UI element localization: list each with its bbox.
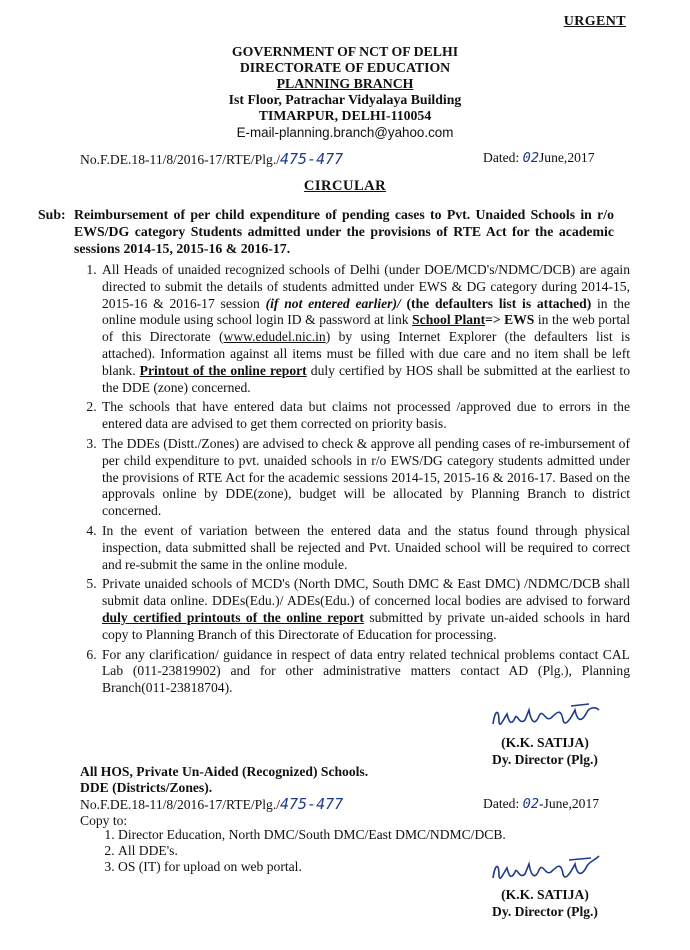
list-item: 3. The DDEs (Distt./Zones) are advised to check & approve all pending cases of re-imbursement of per child expenditure to pvt. unaided schools in r/o EWS/DG category students admitted under the provisions of RTE Act for the academic sessions 2014-15, 2015-16 & 2016-17. Based on the approvals online by DDE(zone), budget will be allocated by Planning Branch to district concerned. [100,436,630,520]
item1-link-school-plant: School Plant [412,312,486,328]
distribution-date [483,796,599,812]
date-handwritten: 02 [522,150,540,166]
header-email: E-mail-planning.branch@yahoo.com [236,125,454,140]
reference-number [80,150,343,168]
list-item [100,262,630,396]
urgent-label: URGENT [563,14,626,29]
subject-text: Reimbursement of per child expenditure of pending cases to Pvt. Unaided Schools in r/o EWS/DG category Students admitted under the provisions of RTE Act for the academic sessions 2014-15, 2015-16 & 2016-17. [74,207,614,256]
date-label: Dated: [483,150,523,165]
signatory-title: Dy. Director (Plg.) [492,752,598,767]
reference-date [483,150,595,166]
item1-text-f: => EWS [485,312,535,328]
header-address-line1: Ist Floor, Patrachar Vidyalaya Building [228,92,462,107]
distribution-to-dde: DDE (Districts/Zones). [80,780,213,795]
list-item: 1. Director Education, North DMC/South DMC/East DMC/NDMC/DCB. [118,827,506,843]
item1-text-k: duly certified by HOS shall be submitted at the earliest to the DDE (zone) concerned. [102,362,631,395]
list-item: 2. The schools that have entered data but claims not processed /approved due to errors in the entered data are advised to get them corrected on priority basis. [100,399,630,433]
circular-title: CIRCULAR [303,178,387,194]
signatory-name: (K.K. SATIJA) [501,735,589,750]
copy-to-list [98,827,506,875]
distribution-date-handwritten: 02 [522,796,540,812]
letterhead [0,44,690,141]
header-government: GOVERNMENT OF NCT OF DELHI [231,44,459,59]
item1-printout-text: Printout of the online report [139,362,307,378]
instructions-list [78,262,630,700]
item1-text-i: ) by using Internet Explorer (the defaulters list is attached). Information against all items must be filled with due care and no item shall be left blank. [102,329,630,378]
item5-text-a: Private unaided schools of MCD's (North DMC, South DMC & East DMC) /NDMC/DCB shall submit data online. DDEs(Edu.)/ ADEs(Edu.) of concerned local bodies are advised to forward [102,576,630,609]
item5-emphasis: duly certified printouts of the online report [102,609,364,625]
list-item: 3. OS (IT) for upload on web portal. [118,859,506,875]
signatory-name: (K.K. SATIJA) [501,887,589,902]
signature-block-1 [470,700,620,768]
distribution-ref-text: No.F.DE.18-11/8/2016-17/RTE/Plg./ [80,797,280,812]
list-item: 2. All DDE's. [118,843,506,859]
distribution-ref-handwritten: 475-477 [280,795,344,813]
subject [38,206,614,257]
item1-text-b: (if not entered earlier)/ [265,295,401,311]
list-item: 4. In the event of variation between the entered data and the status found through physical inspection, data submitted shall be rejected and Pvt. Unaided school will be required to correct and re-submit the same in the online module. [100,523,630,573]
list-item [100,576,630,643]
ref-number-text: No.F.DE.18-11/8/2016-17/RTE/Plg./ [80,152,280,167]
copy-to-label: Copy to: [80,813,128,828]
distribution-date-rest: -June,2017 [539,796,600,811]
distribution-block [80,764,368,829]
signatory-title: Dy. Director (Plg.) [492,904,598,919]
item1-website-link[interactable]: www.edudel.nic.in [223,329,326,345]
distribution-date-label: Dated: [483,796,523,811]
handwritten-signature [485,700,605,734]
subject-label: Sub: [38,207,66,222]
item1-text-c: (the defaulters list is attached) [400,295,592,311]
distribution-to-hos: All HOS, Private Un-Aided (Recognized) Schools. [80,764,369,779]
list-item: 6. For any clarification/ guidance in respect of data entry related technical problems contact CAL Lab (011-23819902) and for other administrative matters contact AD (Plg.), Planning Branch(011-23818704). [100,647,630,697]
signature-block-2 [470,852,620,920]
handwritten-signature [485,852,605,886]
header-address-line2: TIMARPUR, DELHI-110054 [258,108,432,123]
distribution-ref [80,796,368,813]
header-branch: PLANNING BRANCH [276,76,414,91]
item1-text-a: All Heads of unaided recognized schools of Delhi (under DOE/MCD's/NDMC/DCB) are again directed to submit the details of students admitted under EWS & DG category during 2014-15, 2015-16 & 2016-17 session [102,262,630,311]
date-rest: June,2017 [539,150,595,165]
item5-text-c: submitted by private un-aided schools in hard copy to Planning Branch of this Directorate of Education for processing. [102,609,630,642]
item1-text-d: in the online module using school login ID & password at link [102,295,630,328]
ref-number-handwritten: 475-477 [280,150,344,168]
header-directorate: DIRECTORATE OF EDUCATION [239,60,451,75]
item1-text-g: in the web portal of this Directorate ( [102,312,630,345]
